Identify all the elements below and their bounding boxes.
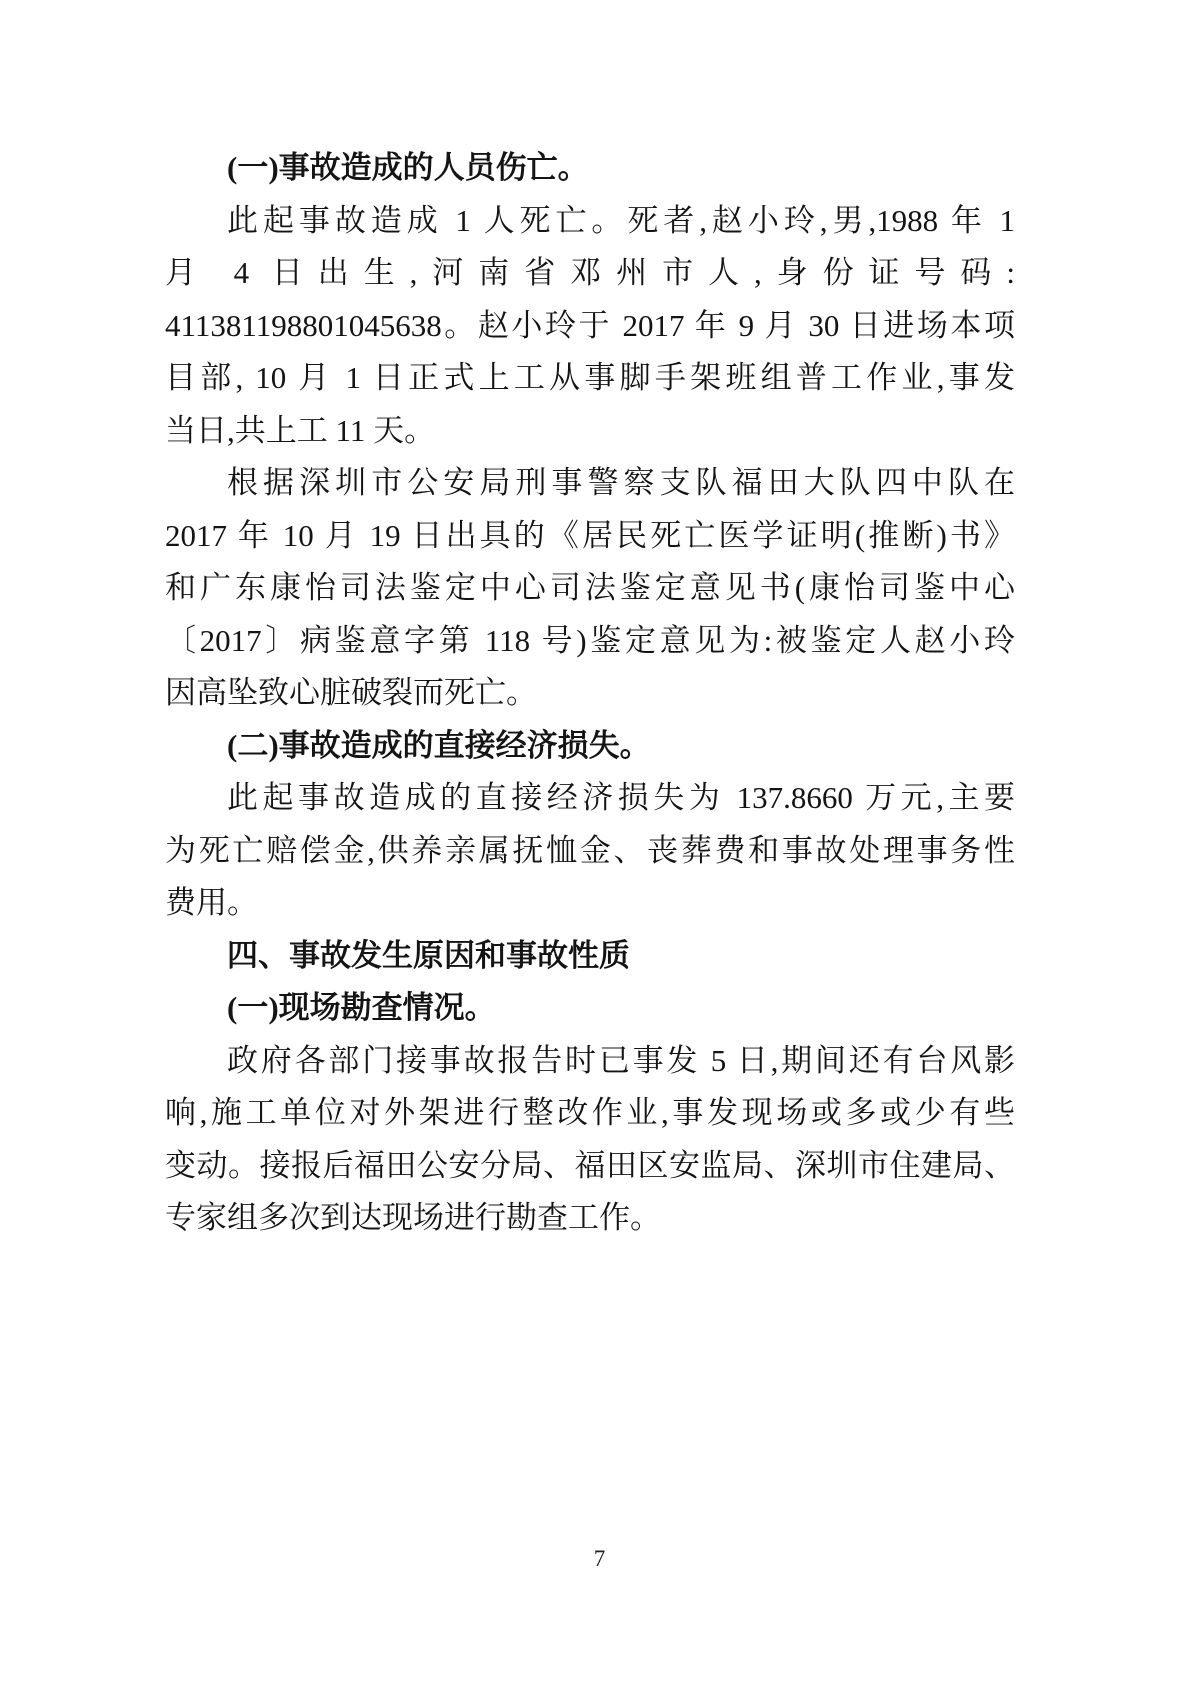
text-line: 和广东康怡司法鉴定中心司法鉴定意见书(康怡司鉴中心 xyxy=(165,570,1015,605)
text-line: 为死亡赔偿金,供养亲属抚恤金、丧葬费和事故处理事务性 xyxy=(165,832,1015,868)
text-line: 费用。 xyxy=(165,885,258,920)
document-body xyxy=(165,142,1015,1245)
text-line: 当日,共上工 11 天。 xyxy=(165,412,436,448)
text-line: 变动。接报后福田公安分局、福田区安监局、深圳市住建局、 xyxy=(165,1147,1015,1183)
text-line: 2017 年 10 月 19 日出具的《居民死亡医学证明(推断)书》 xyxy=(165,517,1015,553)
text-line: 目部, 10 月 1 日正式上工从事脚手架班组普工作业,事发 xyxy=(165,360,1015,395)
text-line: 政府各部门接事故报告时已事发 5 日,期间还有台风影 xyxy=(227,1042,1015,1078)
text-line: 此起事故造成 1 人死亡。死者,赵小玲,男,1988 年 1 xyxy=(227,202,1015,238)
heading-site-survey: (一)现场勘查情况。 xyxy=(227,990,496,1025)
text-line: 因高坠致心脏破裂而死亡。 xyxy=(165,675,537,710)
text-line: 此起事故造成的直接经济损失为 137.8660 万元,主要 xyxy=(227,780,1015,815)
page-number: 7 xyxy=(593,1546,606,1571)
text-line: 专家组多次到达现场进行勘查工作。 xyxy=(165,1200,661,1235)
text-line: 〔2017〕病鉴意字第 118 号)鉴定意见为:被鉴定人赵小玲 xyxy=(165,622,1015,658)
text-line: 响,施工单位对外架进行整改作业,事发现场或多或少有些 xyxy=(165,1095,1015,1130)
heading-casualties: (一)事故造成的人员伤亡。 xyxy=(227,150,589,185)
heading-cause-and-nature: 四、事故发生原因和事故性质 xyxy=(227,937,630,973)
text-line: 411381198801045638。赵小玲于 2017 年 9 月 30 日进场本项 xyxy=(165,307,1015,343)
text-line: 月 4 日出生,河南省邓州市人,身份证号码: xyxy=(165,255,1015,290)
heading-direct-economic-loss: (二)事故造成的直接经济损失。 xyxy=(227,727,651,763)
text-line: 根据深圳市公安局刑事警察支队福田大队四中队在 xyxy=(227,465,1015,500)
